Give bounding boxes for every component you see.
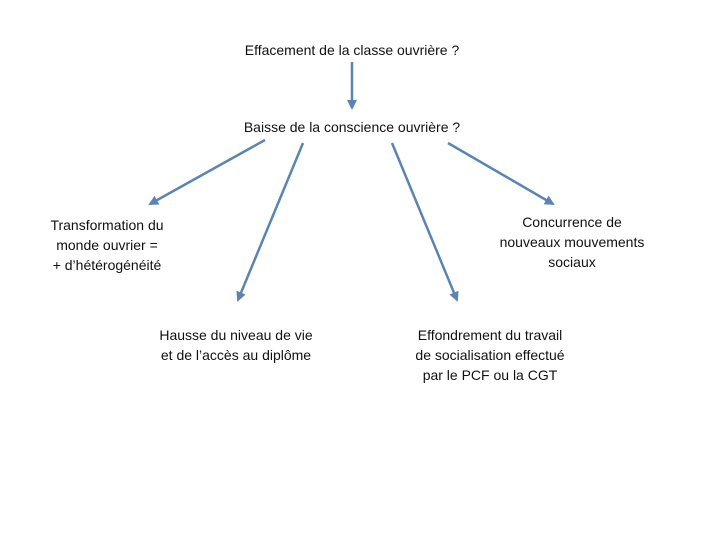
node-lower-left-line-2: et de l’accès au diplôme — [160, 347, 312, 363]
node-right-line-2: nouveaux mouvements — [499, 234, 645, 250]
node-hausse-niveau-de-vie — [136, 325, 336, 365]
node-lower-left-line-1: Hausse du niveau de vie — [159, 327, 313, 343]
arrow-middle-to-lower-left — [238, 143, 303, 300]
arrow-middle-to-lower-right — [392, 143, 457, 300]
node-baisse-conscience-ouvriere — [176, 117, 528, 137]
node-concurrence-mouvements-sociaux — [477, 212, 667, 272]
node-lower-right-line-3: par le PCF ou la CGT — [422, 367, 558, 383]
arrow-middle-to-right — [448, 143, 553, 204]
node-lower-right-line-1: Effondrement du travail — [417, 327, 563, 343]
node-transformation-monde-ouvrier — [22, 215, 192, 275]
node-top-text: Effacement de la classe ouvrière ? — [244, 42, 460, 58]
node-middle-text: Baisse de la conscience ouvrière ? — [243, 119, 461, 135]
arrow-middle-to-left — [150, 140, 265, 204]
node-lower-right-line-2: de socialisation effectué — [415, 347, 565, 363]
node-effondrement-travail-socialisation — [390, 325, 590, 385]
node-effacement-classe-ouvriere — [176, 40, 528, 60]
node-right-line-1: Concurrence de — [522, 214, 622, 230]
node-right-line-3: sociaux — [548, 254, 596, 270]
node-left-line-2: monde ouvrier = — [56, 237, 158, 253]
node-left-line-3: + d’hétérogénéité — [52, 257, 162, 273]
node-left-line-1: Transformation du — [50, 217, 164, 233]
